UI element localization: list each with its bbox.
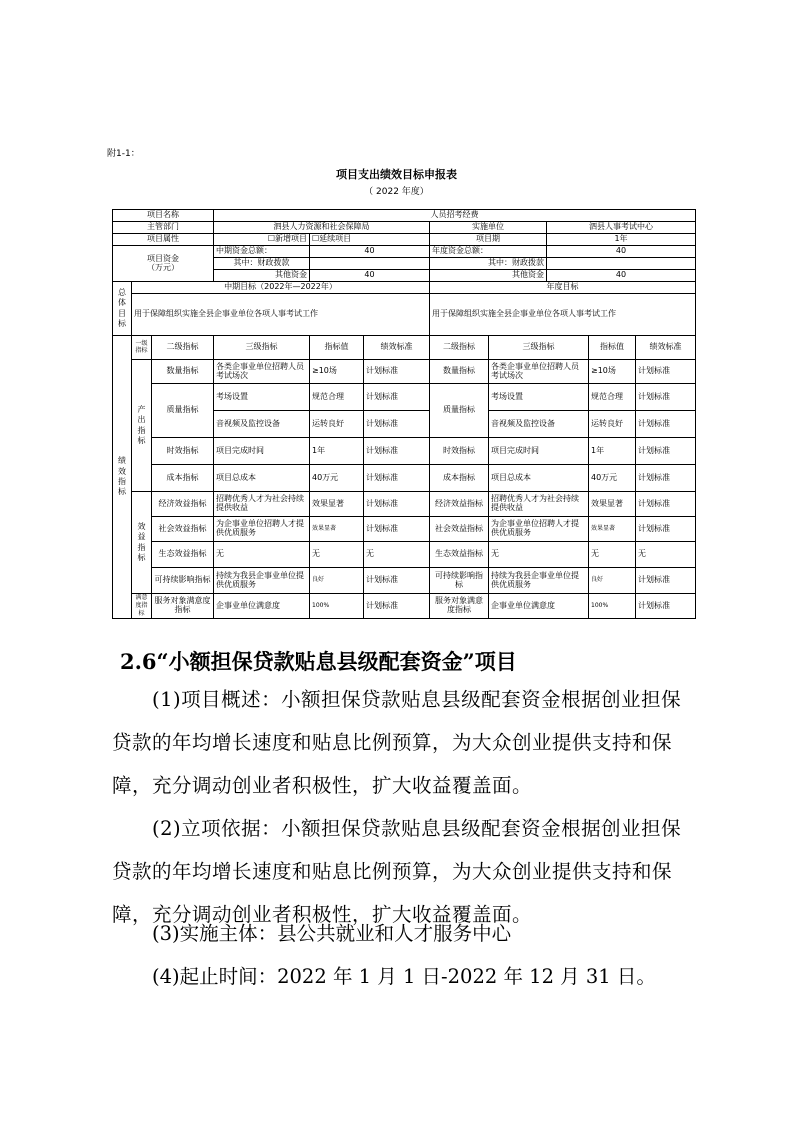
table-cell: 计划标准 [364, 517, 430, 542]
table-cell: 数量指标 [430, 360, 489, 384]
table-row: 可持续影响指标 [152, 568, 214, 594]
mid-other: 40 [310, 270, 430, 282]
table-cell: 项目总成本 [489, 465, 589, 492]
table-cell: 计划标准 [364, 438, 430, 465]
table-row: 质量指标 [152, 384, 214, 438]
table-cell: 计划标准 [636, 384, 696, 411]
annual-goal: 用于保障组织实施全县企事业单位各项人事考试工作 [430, 294, 696, 336]
attachment-label: 附1-1： [107, 149, 140, 159]
dept-label: 主管部门 [113, 222, 214, 234]
annual-fiscal-label: 其中：财政拨款 [430, 258, 547, 270]
table-cell: ≥10场 [589, 360, 636, 384]
table-cell: 生态效益指标 [430, 542, 489, 568]
funds-label: 项目资金 （万元） [113, 246, 214, 282]
table-cell: 规范合理 [589, 384, 636, 411]
attr-cont: ☐延续项目 [310, 234, 430, 246]
table-cell: 1年 [310, 438, 364, 465]
mid-goal-label: 中期目标（2022年—2022年） [132, 282, 430, 294]
form-title: 项目支出绩效目标申报表 [336, 168, 457, 181]
table-cell: 项目完成时间 [214, 438, 310, 465]
annual-goal-label: 年度目标 [430, 282, 696, 294]
impl: 泗县人事考试中心 [547, 222, 696, 234]
header-std: 绩效标准 [364, 336, 430, 360]
table-cell: 效果显著 [310, 492, 364, 517]
annual-fiscal-value [547, 258, 696, 270]
table-cell: 为企事业单位招聘人才提供优质服务 [489, 517, 589, 542]
table-cell: 社会效益指标 [430, 517, 489, 542]
header-value-b: 指标值 [589, 336, 636, 360]
output-label: 产出指标 [132, 360, 152, 492]
table-cell: 效果显著 [589, 492, 636, 517]
table-row: 服务对象满意度指标 [152, 594, 214, 619]
mid-fiscal-label: 其中：财政拨款 [214, 258, 310, 270]
impl-label: 实施单位 [430, 222, 547, 234]
table-cell: 无 [214, 542, 310, 568]
dept: 泗县人力资源和社会保障局 [214, 222, 430, 234]
table-cell: 服务对象满意度指标 [430, 594, 489, 619]
annual-total-label: 年度资金总额： [430, 246, 547, 258]
table-cell: 持续为我县企事业单位提供优质服务 [489, 568, 589, 594]
table-cell: 计划标准 [364, 492, 430, 517]
period: 1年 [547, 234, 696, 246]
table-cell: 40万元 [310, 465, 364, 492]
table-cell: 计划标准 [364, 360, 430, 384]
table-cell: 运转良好 [310, 411, 364, 438]
table-cell: 无 [589, 542, 636, 568]
table-cell: 可持续影响指标 [430, 568, 489, 594]
mid-fiscal-value [310, 258, 430, 270]
table-cell: 项目完成时间 [489, 438, 589, 465]
table-row: 时效指标 [152, 438, 214, 465]
table-cell: 无 [364, 542, 430, 568]
table-cell: 运转良好 [589, 411, 636, 438]
header-value: 指标值 [310, 336, 364, 360]
table-row: 数量指标 [152, 360, 214, 384]
project-name: 人员招考经费 [214, 210, 696, 222]
annual-other-label: 其他资金 [430, 270, 547, 282]
table-cell: 时效指标 [430, 438, 489, 465]
mid-other-label: 其他资金 [214, 270, 310, 282]
table-cell: 1年 [589, 438, 636, 465]
table-row: 生态效益指标 [152, 542, 214, 568]
paragraph-basis: (2)立项依据：小额担保贷款贴息县级配套资金根据创业担保贷款的年均增长速度和贴息比例预算，为大众创业提供支持和保障，充分调动创业者积极性，扩大收益覆盖面。 [112, 817, 682, 926]
header-lvl2: 二级指标 [152, 336, 214, 360]
table-cell: 无 [489, 542, 589, 568]
header-lvl2-b: 二级指标 [430, 336, 489, 360]
line-period: (4)起止时间：2022 年 1 月 1 日-2022 年 12 月 31 日。 [152, 965, 656, 988]
table-cell: 考场设置 [214, 384, 310, 411]
table-cell: 40万元 [589, 465, 636, 492]
table-cell: 各类企事业单位招聘人员考试场次 [489, 360, 589, 384]
header-lvl1: 一级指标 [132, 336, 152, 360]
table-cell: 为企事业单位招聘人才提供优质服务 [214, 517, 310, 542]
benefit-label: 效益指标 [132, 492, 152, 594]
table-cell: 效果显著 [310, 517, 364, 542]
table-cell: 计划标准 [636, 492, 696, 517]
mid-total: 40 [310, 246, 430, 258]
table-cell: 计划标准 [364, 465, 430, 492]
satisfaction-label: 满意度指标 [132, 594, 152, 619]
table-row: 社会效益指标 [152, 517, 214, 542]
table-cell: 效果显著 [589, 517, 636, 542]
table-cell: 招聘优秀人才为社会持续提供收益 [489, 492, 589, 517]
header-std-b: 绩效标准 [636, 336, 696, 360]
table-cell: 无 [310, 542, 364, 568]
table-cell: 计划标准 [636, 438, 696, 465]
year-line: （ 2022 年度） [364, 187, 429, 197]
table-cell: 经济效益指标 [430, 492, 489, 517]
table-cell: 计划标准 [364, 594, 430, 619]
table-cell: 良好 [310, 568, 364, 594]
table-cell: 100% [589, 594, 636, 619]
table-cell: 规范合理 [310, 384, 364, 411]
mid-goal: 用于保障组织实施全县企事业单位各项人事考试工作 [132, 294, 430, 336]
table-row: 成本指标 [152, 465, 214, 492]
table-cell: 项目总成本 [214, 465, 310, 492]
mid-total-label: 中期资金总额： [214, 246, 310, 258]
table-cell: ≥10场 [310, 360, 364, 384]
table-cell: 成本指标 [430, 465, 489, 492]
overall-goal-label: 总体目标 [113, 282, 132, 336]
table-cell: 计划标准 [636, 568, 696, 594]
table-cell: 计划标准 [636, 517, 696, 542]
table-cell: 计划标准 [636, 360, 696, 384]
annual-other: 40 [547, 270, 696, 282]
table-cell: 计划标准 [364, 411, 430, 438]
attr-new: ☐新增项目 [214, 234, 310, 246]
table-cell: 持续为我县企事业单位提供优质服务 [214, 568, 310, 594]
attr-label: 项目属性 [113, 234, 214, 246]
performance-table [112, 209, 696, 619]
table-cell: 计划标准 [364, 384, 430, 411]
table-cell: 音视频及监控设备 [489, 411, 589, 438]
table-cell: 招聘优秀人才为社会持续提供收益 [214, 492, 310, 517]
table-cell: 计划标准 [636, 465, 696, 492]
header-lvl3-b: 三级指标 [489, 336, 589, 360]
table-row: 经济效益指标 [152, 492, 214, 517]
project-name-label: 项目名称 [113, 210, 214, 222]
table-cell: 100% [310, 594, 364, 619]
paragraph-overview: (1)项目概述：小额担保贷款贴息县级配套资金根据创业担保贷款的年均增长速度和贴息比例预算，为大众创业提供支持和保障，充分调动创业者积极性，扩大收益覆盖面。 [112, 688, 682, 797]
table-cell: 企事业单位满意度 [489, 594, 589, 619]
table-cell: 各类企事业单位招聘人员考试场次 [214, 360, 310, 384]
annual-total: 40 [547, 246, 696, 258]
header-lvl3: 三级指标 [214, 336, 310, 360]
table-cell: 计划标准 [636, 594, 696, 619]
table-cell: 计划标准 [364, 568, 430, 594]
perf-label: 绩效指标 [113, 336, 132, 619]
table-cell: 无 [636, 542, 696, 568]
table-cell: 计划标准 [636, 411, 696, 438]
period-label: 项目期 [430, 234, 547, 246]
table-cell: 考场设置 [489, 384, 589, 411]
table-cell: 企事业单位满意度 [214, 594, 310, 619]
line-implementer: (3)实施主体：县公共就业和人才服务中心 [152, 922, 512, 945]
section-heading: 2.6“小额担保贷款贴息县级配套资金”项目 [120, 649, 517, 674]
table-cell: 质量指标 [430, 384, 489, 438]
table-cell: 音视频及监控设备 [214, 411, 310, 438]
table-cell: 良好 [589, 568, 636, 594]
